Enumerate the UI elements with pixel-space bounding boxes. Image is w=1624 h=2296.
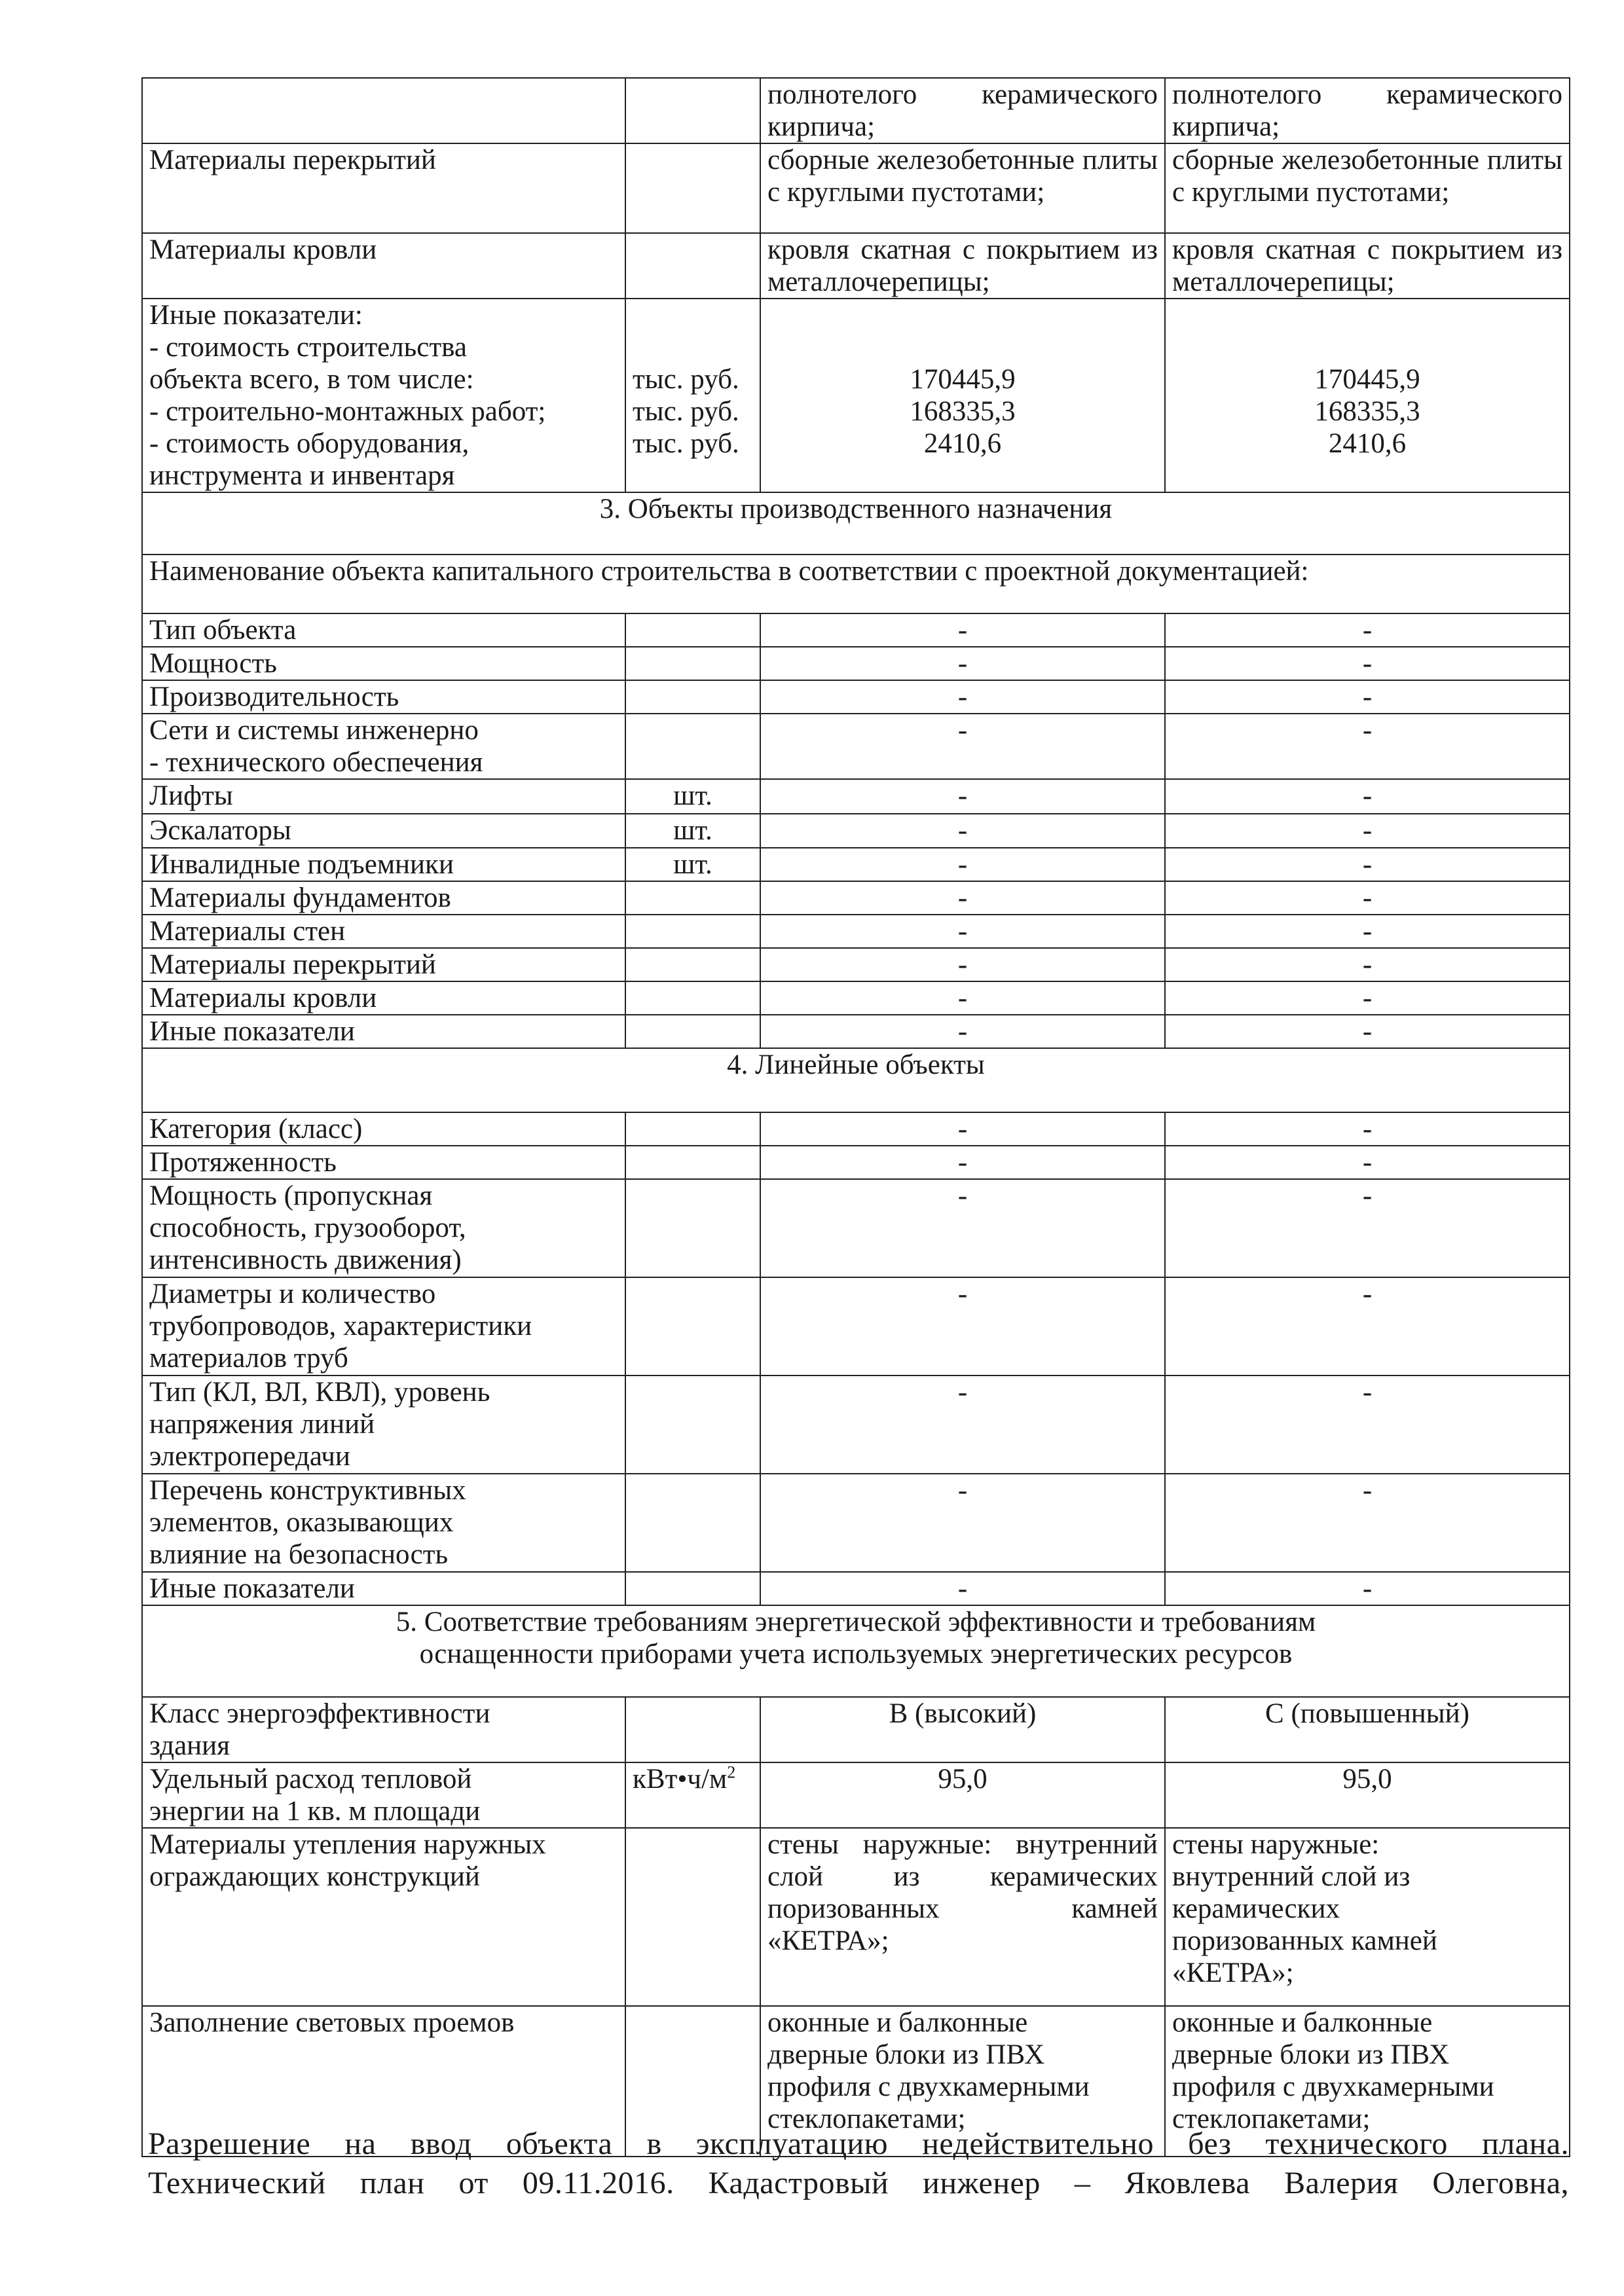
row-actual-value: - — [1165, 613, 1570, 647]
unit-superscript: 2 — [727, 1762, 736, 1782]
row-project-value: полнотелого керамического кирпича; — [760, 78, 1165, 143]
row-actual-value: кровля скатная с покрытием из металлочерепицы; — [1165, 233, 1570, 299]
table-row — [142, 1762, 1570, 1828]
table-row — [142, 1179, 1570, 1277]
row-actual-value: - — [1165, 1474, 1570, 1572]
row-project-value: - — [760, 1376, 1165, 1474]
row-actual-value: 170445,9 168335,3 2410,6 — [1165, 299, 1570, 492]
row-unit — [625, 1697, 760, 1762]
object-name-row: Наименование объекта капитального строительства в соответствии с проектной документацией: — [142, 555, 1570, 613]
row-label: Класс энергоэффективности здания — [142, 1697, 625, 1762]
row-project-value: - — [760, 1146, 1165, 1179]
row-project-value: - — [760, 647, 1165, 680]
row-label: Протяженность — [142, 1146, 625, 1179]
section-heading-row — [142, 1605, 1570, 1697]
row-label: Сети и системы инженерно - технического обеспечения — [142, 714, 625, 779]
unit-text: кВт•ч/м — [633, 1764, 728, 1795]
row-actual-value: - — [1165, 1179, 1570, 1277]
indicators-table — [141, 77, 1570, 2157]
row-unit: шт. — [625, 848, 760, 881]
row-actual-value: - — [1165, 680, 1570, 714]
row-actual-value: - — [1165, 1376, 1570, 1474]
row-unit — [625, 1146, 760, 1179]
table-row — [142, 680, 1570, 714]
row-project-value: - — [760, 1572, 1165, 1605]
table-row — [142, 1376, 1570, 1474]
row-unit — [625, 1474, 760, 1572]
row-actual-value: стены наружные: внутренний слой из керамических поризованных камней «КЕТРА»; — [1165, 1828, 1570, 2006]
row-project-value: B (высокий) — [760, 1697, 1165, 1762]
table-row — [142, 848, 1570, 881]
row-unit: шт. — [625, 814, 760, 848]
table-row — [142, 948, 1570, 981]
row-project-value: оконные и балконные дверные блоки из ПВХ профиля с двухкамерными стеклопакетами; — [760, 2006, 1165, 2157]
table-row — [142, 814, 1570, 848]
footer-line: Технический план от 09.11.2016. Кадастровый инженер – Яковлева Валерия Олеговна, — [148, 2166, 1569, 2200]
row-label: Материалы стен — [142, 915, 625, 948]
row-label: Материалы утепления наружных ограждающих конструкций — [142, 1828, 625, 2006]
section-5-title: 5. Соответствие требованиям энергетической эффективности и требованиям оснащенности приборами учета используемых энергетических ресурсов — [142, 1605, 1570, 1697]
row-label: Материалы кровли — [142, 233, 625, 299]
row-label: Мощность (пропускная способность, грузооборот, интенсивность движения) — [142, 1179, 625, 1277]
row-label: Иные показатели — [142, 1015, 625, 1048]
row-label — [142, 78, 625, 143]
section-4-title: 4. Линейные объекты — [142, 1048, 1570, 1112]
row-label: Иные показатели: - стоимость строительства объекта всего, в том числе: - строительно-монтажных работ; - стоимость оборудования, инструмента и инвентаря — [142, 299, 625, 492]
row-project-value: - — [760, 1179, 1165, 1277]
row-label: Инвалидные подъемники — [142, 848, 625, 881]
row-project-value: 95,0 — [760, 1762, 1165, 1828]
table-row — [142, 881, 1570, 915]
row-unit — [625, 78, 760, 143]
table-row — [142, 981, 1570, 1015]
row-project-value: - — [760, 1474, 1165, 1572]
table-row — [142, 143, 1570, 233]
footer-line: Разрешение на ввод объекта в эксплуатацию недействительно без технического плана. — [148, 2126, 1569, 2161]
row-label: Тип объекта — [142, 613, 625, 647]
table-row — [142, 1474, 1570, 1572]
row-label: Материалы перекрытий — [142, 948, 625, 981]
row-actual-value: - — [1165, 948, 1570, 981]
row-project-value: - — [760, 680, 1165, 714]
row-actual-value: - — [1165, 1277, 1570, 1376]
row-actual-value: - — [1165, 915, 1570, 948]
table-row — [142, 1572, 1570, 1605]
row-project-value: - — [760, 814, 1165, 848]
table-row — [142, 1112, 1570, 1146]
row-actual-value: - — [1165, 1112, 1570, 1146]
row-unit — [625, 680, 760, 714]
row-unit — [625, 1762, 760, 1828]
row-actual-value: - — [1165, 1572, 1570, 1605]
row-project-value: - — [760, 881, 1165, 915]
row-unit — [625, 1112, 760, 1146]
table-row — [142, 555, 1570, 613]
row-label: Тип (КЛ, ВЛ, КВЛ), уровень напряжения линий электропередачи — [142, 1376, 625, 1474]
section-heading-row — [142, 1048, 1570, 1112]
table-row — [142, 779, 1570, 814]
row-project-value: - — [760, 714, 1165, 779]
row-label: Материалы кровли — [142, 981, 625, 1015]
row-unit — [625, 881, 760, 915]
row-project-value: - — [760, 981, 1165, 1015]
row-actual-value: - — [1165, 981, 1570, 1015]
row-project-value: - — [760, 848, 1165, 881]
row-project-value: - — [760, 779, 1165, 814]
row-actual-value: - — [1165, 881, 1570, 915]
row-unit — [625, 613, 760, 647]
table-row — [142, 299, 1570, 492]
row-label: Материалы перекрытий — [142, 143, 625, 233]
row-label: Заполнение световых проемов — [142, 2006, 625, 2157]
table-row — [142, 1015, 1570, 1048]
row-project-value: сборные железобетонные плиты с круглыми пустотами; — [760, 143, 1165, 233]
table-row — [142, 613, 1570, 647]
row-project-value: - — [760, 1112, 1165, 1146]
row-actual-value: полнотелого керамического кирпича; — [1165, 78, 1570, 143]
row-unit — [625, 981, 760, 1015]
row-unit: тыс. руб. тыс. руб. тыс. руб. — [625, 299, 760, 492]
row-unit — [625, 233, 760, 299]
footer-note — [148, 2124, 1569, 2203]
table-row — [142, 233, 1570, 299]
row-actual-value: - — [1165, 647, 1570, 680]
row-unit — [625, 948, 760, 981]
table-row — [142, 78, 1570, 143]
row-label: Перечень конструктивных элементов, оказывающих влияние на безопасность — [142, 1474, 625, 1572]
row-unit — [625, 143, 760, 233]
row-project-value: - — [760, 948, 1165, 981]
row-unit — [625, 915, 760, 948]
section-heading-row — [142, 492, 1570, 555]
table-row — [142, 1146, 1570, 1179]
row-project-value: - — [760, 613, 1165, 647]
row-label: Эскалаторы — [142, 814, 625, 848]
table-row — [142, 1828, 1570, 2006]
row-project-value: стены наружные: внутренний слой из керамических поризованных камней «КЕТРА»; — [760, 1828, 1165, 2006]
row-actual-value: C (повышенный) — [1165, 1697, 1570, 1762]
row-actual-value: - — [1165, 779, 1570, 814]
row-label: Диаметры и количество трубопроводов, характеристики материалов труб — [142, 1277, 625, 1376]
row-label: Категория (класс) — [142, 1112, 625, 1146]
row-project-value: кровля скатная с покрытием из металлочерепицы; — [760, 233, 1165, 299]
row-label: Мощность — [142, 647, 625, 680]
row-unit — [625, 1376, 760, 1474]
row-unit: шт. — [625, 779, 760, 814]
row-unit — [625, 1572, 760, 1605]
row-label: Лифты — [142, 779, 625, 814]
section-3-title: 3. Объекты производственного назначения — [142, 492, 1570, 555]
row-actual-value: оконные и балконные дверные блоки из ПВХ профиля с двухкамерными стеклопакетами; — [1165, 2006, 1570, 2157]
row-actual-value: - — [1165, 714, 1570, 779]
row-label: Производительность — [142, 680, 625, 714]
table-row — [142, 1277, 1570, 1376]
row-project-value: - — [760, 1277, 1165, 1376]
row-label: Иные показатели — [142, 1572, 625, 1605]
table-row — [142, 1697, 1570, 1762]
row-unit — [625, 1015, 760, 1048]
row-actual-value: сборные железобетонные плиты с круглыми пустотами; — [1165, 143, 1570, 233]
row-project-value: - — [760, 915, 1165, 948]
row-unit — [625, 1828, 760, 2006]
row-actual-value: - — [1165, 814, 1570, 848]
row-unit — [625, 647, 760, 680]
row-project-value: 170445,9 168335,3 2410,6 — [760, 299, 1165, 492]
row-unit — [625, 1277, 760, 1376]
row-actual-value: 95,0 — [1165, 1762, 1570, 1828]
row-unit — [625, 714, 760, 779]
row-unit — [625, 1179, 760, 1277]
table-row — [142, 647, 1570, 680]
table-row — [142, 714, 1570, 779]
row-label: Материалы фундаментов — [142, 881, 625, 915]
row-project-value: - — [760, 1015, 1165, 1048]
row-actual-value: - — [1165, 848, 1570, 881]
table-row — [142, 915, 1570, 948]
row-actual-value: - — [1165, 1146, 1570, 1179]
row-actual-value: - — [1165, 1015, 1570, 1048]
row-label: Удельный расход тепловой энергии на 1 кв. м площади — [142, 1762, 625, 1828]
